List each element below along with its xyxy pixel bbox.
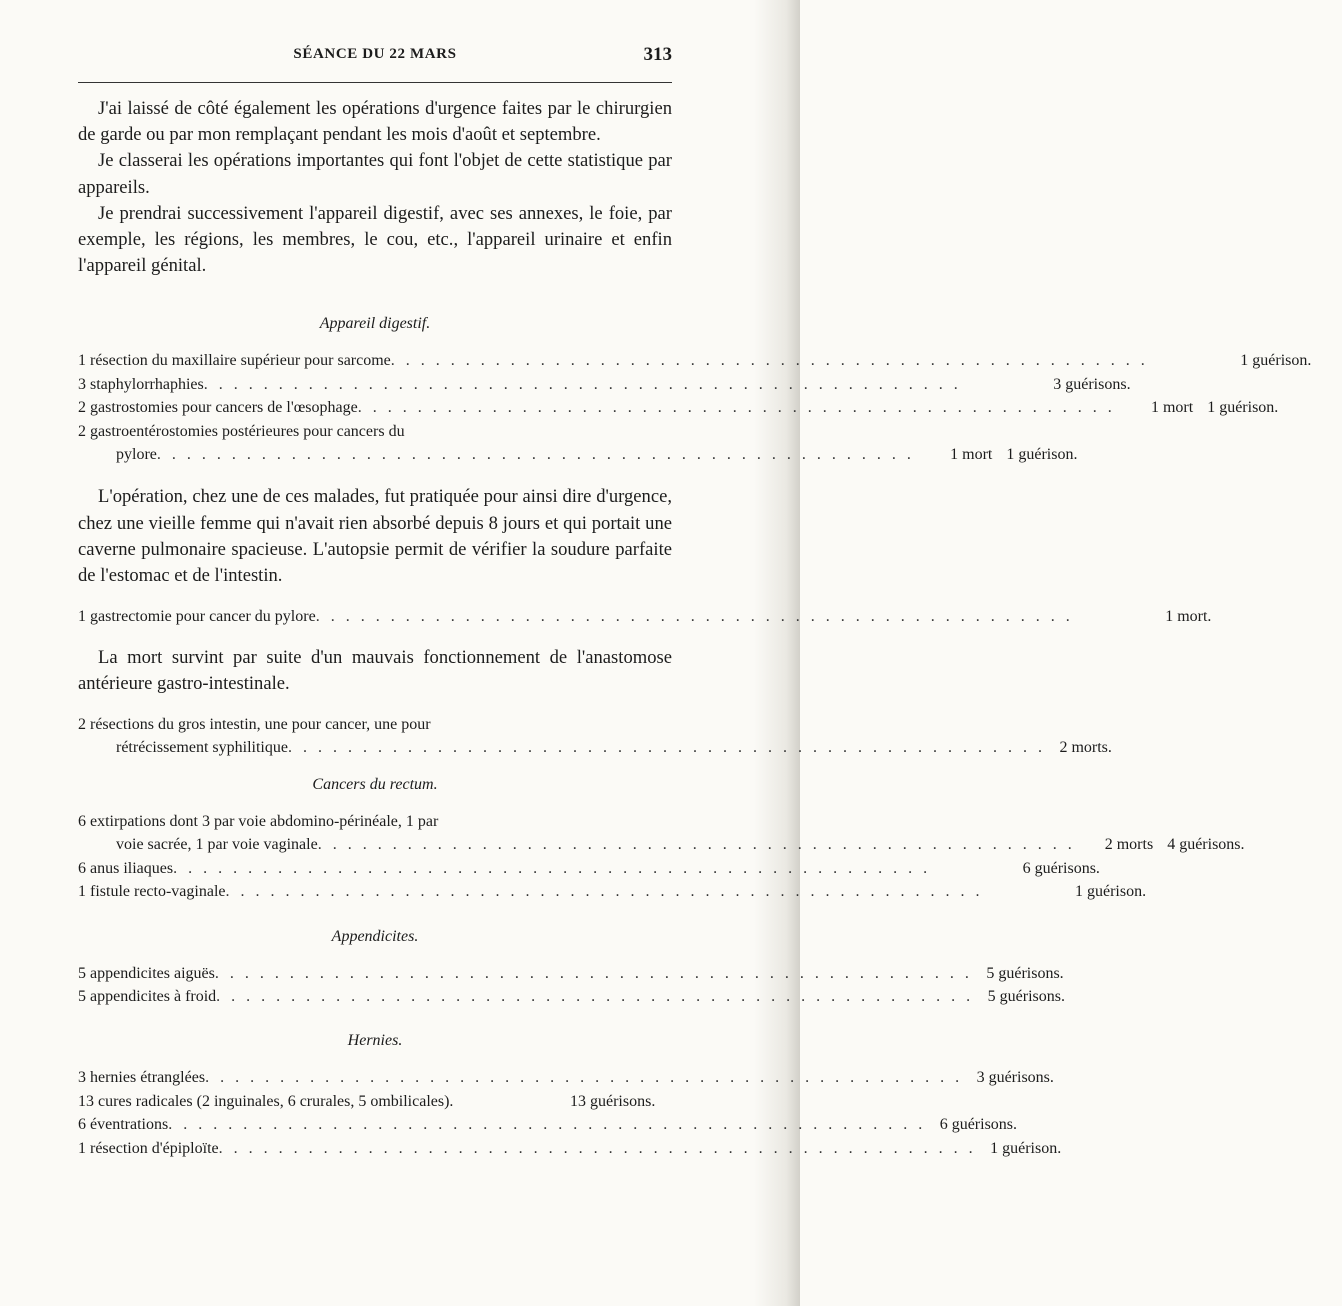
- list-item: [78, 962, 1064, 985]
- list-item: [78, 443, 1078, 466]
- page-number: 313: [643, 44, 672, 65]
- section-title-digestif: Appareil digestif.: [319, 315, 431, 333]
- item-label: 1 fistule recto-vaginale: [78, 883, 226, 901]
- item-label: 3 staphylorrhaphies: [78, 375, 204, 393]
- item-label: 2 gastroentérostomies postérieures pour cancers du: [78, 422, 405, 440]
- header-rule: [78, 82, 672, 83]
- item-result: 1 guérison.: [1006, 446, 1078, 464]
- item-result: 3 guérisons.: [1053, 375, 1131, 393]
- rectum-list: [78, 810, 1245, 904]
- item-label: 1 résection d'épiploïte: [78, 1139, 219, 1157]
- item-result: 2 morts.: [1059, 739, 1112, 757]
- item-result: 1 mort.: [1165, 608, 1212, 626]
- section-title-hernies: Hernies.: [347, 1032, 403, 1050]
- list-item: [78, 833, 1245, 856]
- item-mort: 1 mort: [1150, 399, 1194, 417]
- page-edge-shadow: [754, 0, 800, 1306]
- item-result: 6 guérisons.: [1022, 859, 1100, 877]
- page-body: [78, 96, 1312, 1160]
- item-mort: 2 morts: [1104, 836, 1154, 854]
- intro-paragraph-3: Je prendrai successivement l'appareil digestif, avec ses annexes, le foie, par exemple, les régions, les membres, le cou, etc., l'appareil urinaire et enfin l'appareil génital.: [78, 202, 672, 277]
- list-item: [78, 736, 1112, 759]
- item-label: 1 gastrectomie pour cancer du pylore: [78, 608, 316, 626]
- section-title-rectum: Cancers du rectum.: [312, 775, 438, 793]
- list-item: [78, 1090, 672, 1113]
- item-result: 1 guérison.: [990, 1139, 1062, 1157]
- item-label: 6 anus iliaques: [78, 859, 174, 877]
- hernies-list: [78, 1066, 1062, 1160]
- item-result: 5 guérisons.: [987, 987, 1065, 1005]
- list-item: [78, 349, 1312, 372]
- item-label: 5 appendicites aiguës: [78, 964, 215, 982]
- appendicites-list: [78, 962, 1065, 1009]
- intro-paragraph-1: J'ai laissé de côté également les opérations d'urgence faites par le chirurgien de garde ou par mon remplaçant pendant les mois d'août et septembre.: [78, 98, 672, 146]
- list-item: [78, 985, 1065, 1008]
- item-result: 1 guérison.: [1207, 399, 1279, 417]
- list-item: [78, 373, 1131, 396]
- list-item: [78, 1113, 1018, 1136]
- item-result: 1 guérison.: [1240, 352, 1312, 370]
- item-result: 6 guérisons.: [939, 1116, 1018, 1134]
- list-item: [78, 605, 1212, 628]
- list-item: [78, 1137, 1062, 1160]
- list-item: [78, 396, 1279, 419]
- item-result: 1 guérison.: [1075, 883, 1147, 901]
- item-result: 5 guérisons.: [986, 964, 1064, 982]
- list-item: [78, 713, 672, 736]
- section-title-appendicites: Appendicites.: [331, 927, 419, 945]
- running-header: [78, 44, 672, 74]
- item-mort: 1 mort: [950, 446, 993, 464]
- digestif-note-2: La mort survint par suite d'un mauvais fonctionnement de l'anastomose antérieure gastro-intestinale.: [78, 646, 672, 694]
- list-item: [78, 420, 672, 443]
- list-item: [78, 857, 1100, 880]
- item-label: rétrécissement syphilitique: [116, 739, 288, 757]
- item-result: 4 guérisons.: [1167, 836, 1245, 854]
- digestif-list: [78, 349, 1312, 466]
- item-label: pylore: [116, 446, 157, 464]
- item-result: 3 guérisons.: [976, 1069, 1054, 1087]
- list-item: [78, 1066, 1054, 1089]
- gastrectomie-list: [78, 605, 1212, 628]
- list-item: [78, 810, 672, 833]
- digestif-note: L'opération, chez une de ces malades, fut pratiquée pour ainsi dire d'urgence, chez une vieille femme qui n'avait rien absorbé depuis 8 jours et qui portait une caverne pulmonaire spacieuse. L'autopsie permit de vérifier la soudure parfaite de l'estomac et de l'intestin.: [78, 486, 672, 587]
- intro-paragraph-2: Je classerai les opérations importantes qui font l'objet de cette statistique par appareils.: [78, 150, 672, 198]
- item-label: 6 éventrations: [78, 1116, 169, 1134]
- item-label: 2 résections du gros intestin, une pour cancer, une pour: [78, 716, 431, 734]
- item-label: 13 cures radicales (2 inguinales, 6 crurales, 5 ombilicales).: [78, 1092, 454, 1110]
- list-item: [78, 880, 1147, 903]
- item-result: 13 guérisons.: [570, 1092, 656, 1110]
- item-label: 3 hernies étranglées: [78, 1069, 206, 1087]
- item-label: 2 gastrostomies pour cancers de l'œsophage: [78, 399, 358, 417]
- item-label: 6 extirpations dont 3 par voie abdomino-périnéale, 1 par: [78, 812, 439, 830]
- running-title: SÉANCE DU 22 MARS: [293, 46, 457, 62]
- item-label: voie sacrée, 1 par voie vaginale: [116, 836, 318, 854]
- item-label: 1 résection du maxillaire supérieur pour sarcome: [78, 352, 391, 370]
- item-label: 5 appendicites à froid: [78, 987, 217, 1005]
- resections-list: [78, 713, 1112, 760]
